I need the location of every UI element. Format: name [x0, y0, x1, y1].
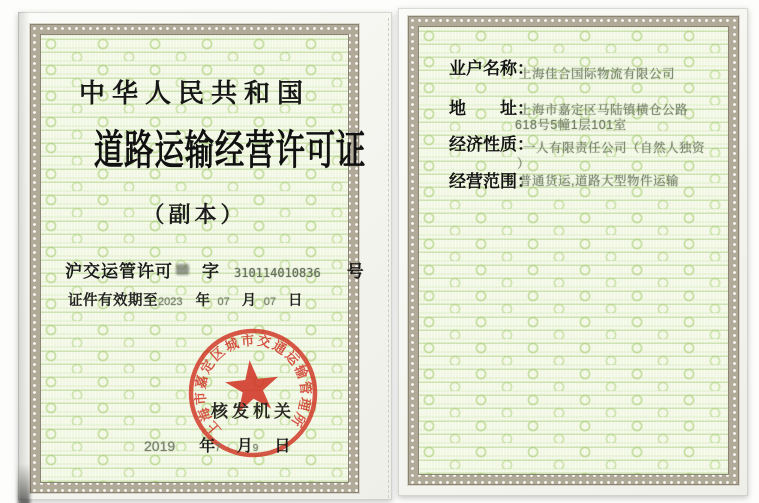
issue-year: 2019 — [144, 438, 176, 454]
license-suffix: 号 — [346, 262, 365, 281]
field-value-economic-type: 一人有限责任公司（自然人独资 — [523, 141, 706, 155]
issue-year-unit: 年 — [199, 438, 216, 455]
field-label-address: 地 址： — [449, 99, 534, 118]
seal-text: 上海市嘉定区城市交通运输管理所 — [192, 332, 314, 439]
copy-type-label: （副本） — [142, 202, 247, 227]
booklet-fold-line — [388, 18, 389, 498]
issue-day: 9 — [252, 443, 259, 454]
license-number: 310114010836 — [234, 266, 321, 280]
field-value-address-line1: 上海市嘉定区马陆镇横仓公路 — [519, 103, 689, 117]
right-security-paper — [418, 26, 729, 475]
permit-title: 道路运输经营许可证 — [93, 127, 367, 173]
validity-month-unit: 月 — [241, 293, 257, 309]
left-page — [18, 12, 392, 500]
validity-month: 07 — [217, 296, 230, 308]
scan-edge-shadow — [18, 12, 30, 500]
issuer-label: 核发机关 — [211, 402, 295, 421]
field-value-economic-type-cont: ） — [517, 157, 531, 171]
issue-month: 7 — [215, 443, 221, 454]
license-prefix: 沪交运管许可 — [65, 262, 173, 281]
validity-line — [68, 289, 303, 310]
field-value-business-scope: 普通货运,道路大型物件运输 — [519, 174, 679, 188]
right-ornate-frame — [408, 16, 739, 485]
left-ornate-frame — [30, 24, 367, 493]
validity-day: 07 — [263, 296, 276, 308]
issue-day-unit: 日 — [274, 438, 291, 455]
country-title: 中华人民共和国 — [78, 79, 310, 109]
field-value-address-line2: 618号5幢1层101室 — [515, 118, 627, 132]
license-zi: 字 — [202, 262, 220, 281]
validity-year-unit: 年 — [195, 293, 211, 309]
issue-date-line — [144, 433, 290, 456]
field-label-economic-type: 经济性质： — [449, 135, 534, 154]
permit-title-wrap — [41, 117, 367, 176]
validity-year: 2023 — [158, 296, 183, 308]
left-security-paper — [40, 34, 367, 483]
issue-month-unit: 月 — [236, 438, 253, 455]
field-value-business-name: 上海佳合国际物流有限公司 — [519, 67, 676, 81]
validity-label: 证件有效期至 — [68, 293, 158, 309]
validity-day-unit: 日 — [287, 293, 303, 309]
license-number-line — [65, 257, 365, 282]
field-label-business-scope: 经营范围： — [449, 172, 534, 191]
redaction-smudge — [176, 264, 189, 275]
scan-corner-shadow — [18, 464, 30, 503]
right-page — [398, 8, 748, 496]
field-label-business-name: 业户名称： — [449, 59, 534, 78]
